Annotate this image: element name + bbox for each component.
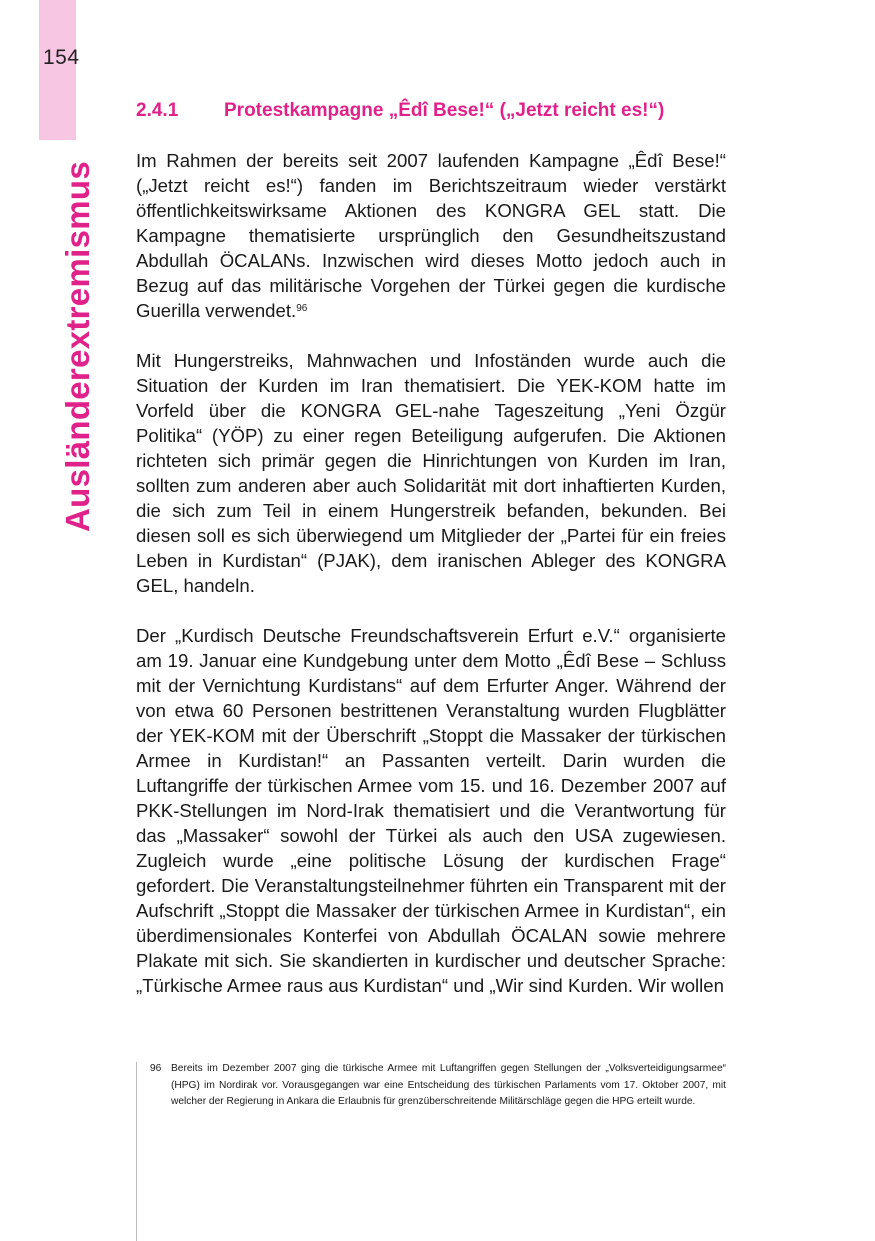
paragraph-text: Der „Kurdisch Deutsche Freundschaftsverein Erfurt e.V.“ organisierte am 19. Januar eine Kundgebung unter dem Motto „Êdî Bese – Schluss mit der Vernichtung Kurdistans“ auf dem Erfurter Anger. Während der von etwa 60 Personen bestrittenen Veranstaltung wurden Flugblätter der YEK-KOM mit der Überschrift „Stoppt die Massaker der türkischen Armee in Kurdistan!“ an Passanten verteilt. Darin wurden die Luftangriffe der türkischen Armee vom 15. und 16. Dezember 2007 auf PKK-Stellungen im Nord-Irak thematisiert und die Verantwortung für das „Massaker“ sowohl der Türkei als auch den USA zugewiesen. Zugleich wurde „eine politische Lösung der kurdischen Frage“ gefordert. Die Veranstaltungsteilnehmer führten ein Transparent mit der Aufschrift „Stoppt die Massaker der türkischen Armee in Kurdistan“, ein überdimensionales Konterfei von Abdullah ÖCALAN sowie mehrere Plakate mit sich. Sie skandierten in kurdischer und deutscher Sprache: „Türkische Armee raus aus Kurdistan“ und „Wir sind Kurden. Wir wollen	[136, 625, 726, 996]
paragraph-text: Mit Hungerstreiks, Mahnwachen und Infoständen wurde auch die Situation der Kurden im Iran thematisiert. Die YEK-KOM hatte im Vorfeld über die KONGRA GEL-nahe Tageszeitung „Yeni Özgür Politika“ (YÖP) zu einer regen Beteiligung aufgerufen. Die Aktionen richteten sich primär gegen die Hinrichtungen von Kurden im Iran, sollten zum anderen aber auch Solidarität mit dort inhaftierten Kurden, die sich zum Teil in einem Hungerstreik befanden, bekunden. Bei diesen soll es sich überwiegend um Mitglieder der „Partei für ein freies Leben in Kurdistan“ (PJAK), dem iranischen Ableger des KONGRA GEL, handeln.	[136, 350, 726, 596]
paragraph	[136, 148, 726, 323]
body-text	[136, 148, 726, 1023]
paragraph	[136, 623, 726, 998]
footnote	[150, 1061, 726, 1111]
page-number: 154	[43, 46, 80, 69]
section-title: Protestkampagne „Êdî Bese!“ („Jetzt reicht es!“)	[224, 100, 665, 121]
paragraph	[136, 348, 726, 598]
footnote-rule	[136, 1062, 137, 1241]
side-color-band	[39, 0, 76, 140]
footnote-number: 96	[150, 1063, 162, 1074]
paragraph-text: Im Rahmen der bereits seit 2007 laufenden Kampagne „Êdî Bese!“ („Jetzt reicht es!“) fanden im Berichtszeitraum wieder verstärkt öffentlichkeitswirksame Aktionen des KONGRA GEL statt. Die Kampagne thematisierte ursprünglich den Gesundheitszustand Abdullah ÖCALANs. Inzwischen wird dieses Motto jedoch auch in Bezug auf das militärische Vorgehen der Türkei gegen die kurdische Guerilla verwendet.	[136, 150, 726, 321]
side-chapter-title: Ausländerextremismus	[59, 161, 96, 532]
footnote-reference[interactable]: 96	[296, 303, 308, 314]
side-title-container	[38, 161, 96, 552]
footnote-text: Bereits im Dezember 2007 ging die türkische Armee mit Luftangriffen gegen Stellungen der „Volksverteidigungsarmee“ (HPG) im Nordirak vor. Vorausgegangen war eine Entscheidung des türkischen Parlaments vom 17. Oktober 2007, mit welcher der Regierung in Ankara die Erlaubnis für grenzüberschreitende Militärschläge gegen die HPG erteilt wurde.	[171, 1063, 726, 1107]
section-number: 2.4.1	[136, 100, 179, 121]
section-heading	[136, 100, 664, 122]
